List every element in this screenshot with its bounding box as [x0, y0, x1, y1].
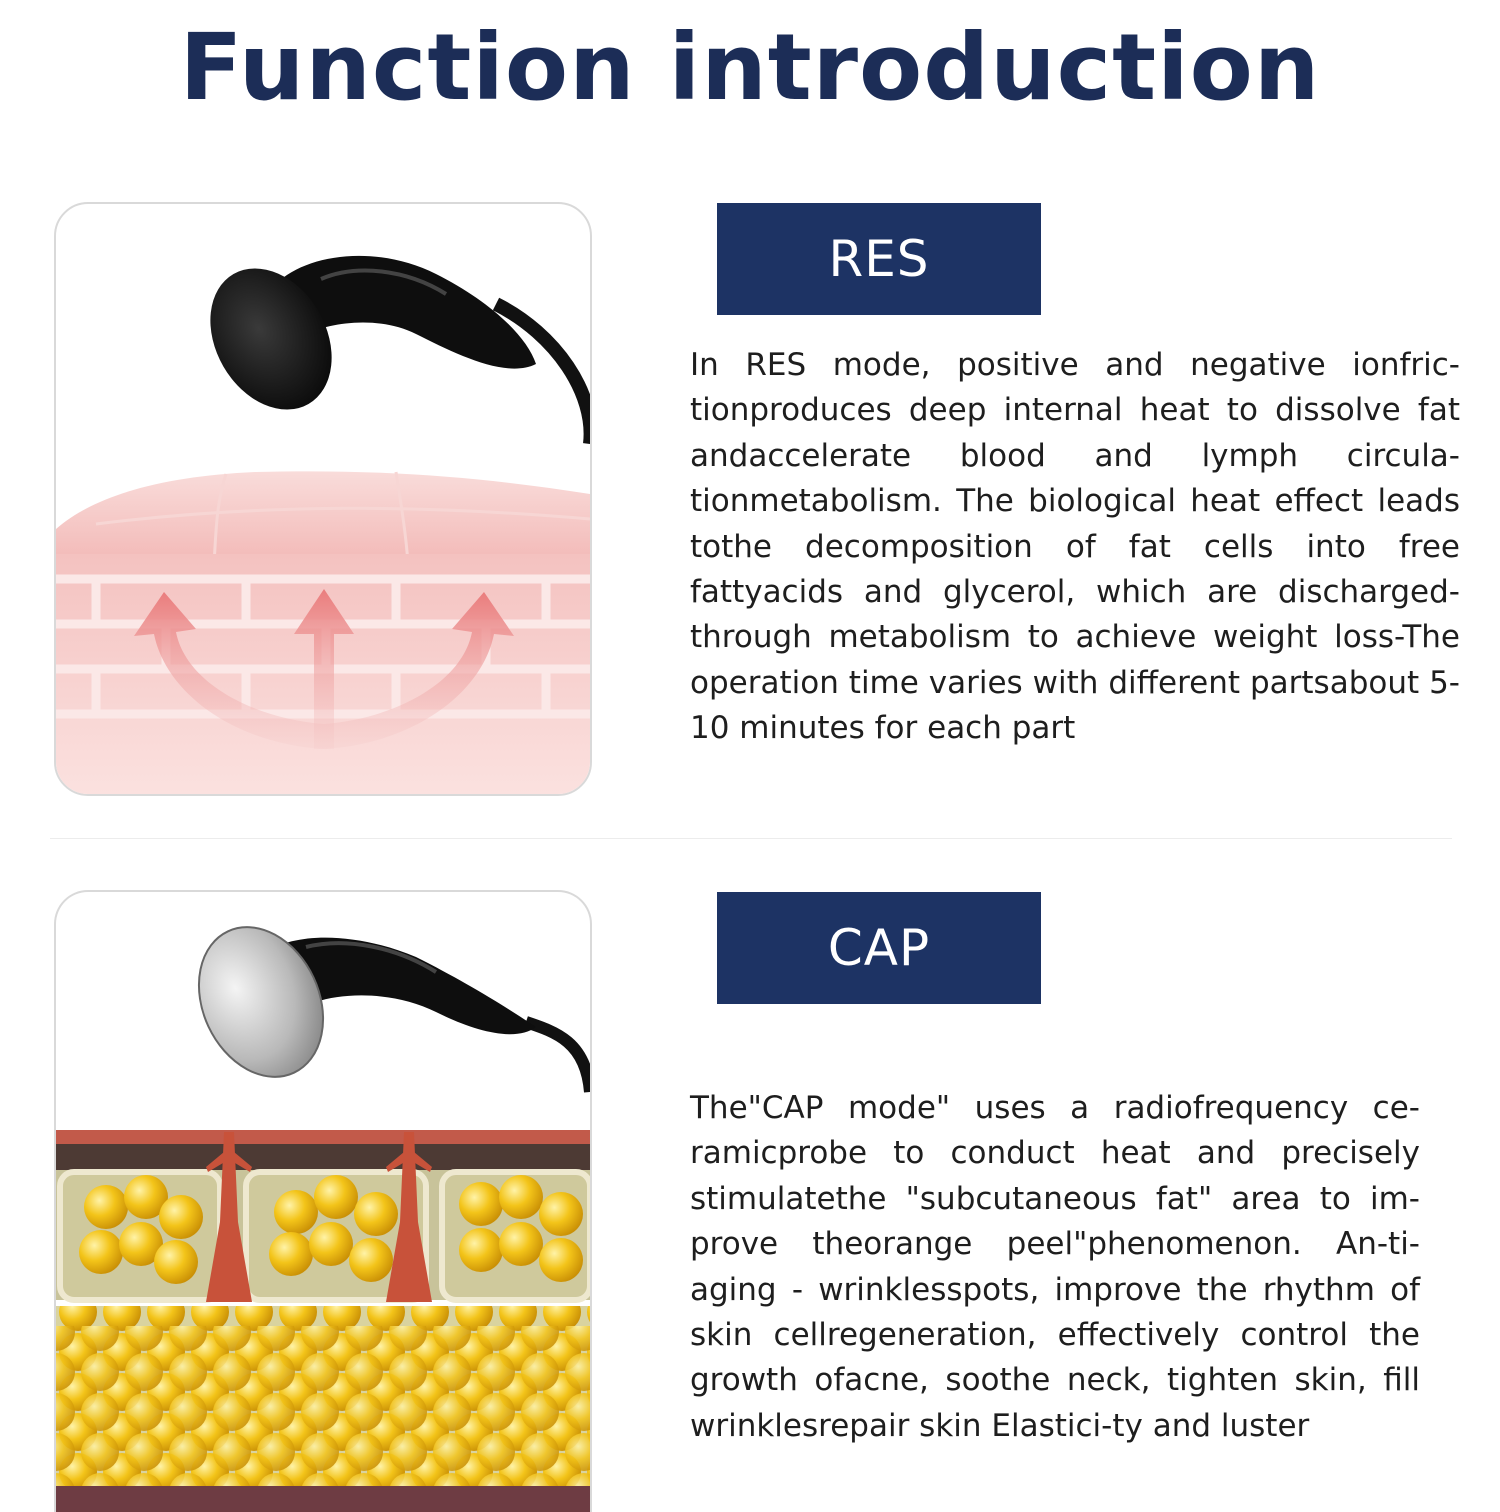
- cap-description: The"CAP mode" uses a radiofrequency ce-ramicprobe to conduct heat and precisely stimulatethe "subcutaneous fat" area to im-prove theorange peel"phenomenon. An-ti-aging - wrinklesspots, improve the rhythm of skin cellregeneration, effectively control the growth ofacne, soothe neck, tighten skin, fill wrinklesrepair skin Elastici-ty and luster: [690, 1090, 1420, 1444]
- res-description: In RES mode, positive and negative ionfric-tionproduces deep internal heat to dissolve fat andaccelerate blood and lymph circula-tionmetabolism. The biological heat effect leads tothe decomposition of fat cells into free fattyacids and glycerol, which are discharged-through metabolism to achieve weight loss-The operation time varies with different partsabout 5-10 minutes for each part: [690, 347, 1460, 747]
- page-title: Function introduction: [179, 14, 1321, 121]
- probe-cable: [496, 304, 590, 444]
- dermis-layer: [56, 1130, 590, 1144]
- cap-diagram: [56, 892, 590, 1512]
- res-diagram: [56, 204, 590, 794]
- muscle-layer: [56, 1486, 590, 1512]
- cap-mode-badge: CAP: [717, 892, 1041, 1004]
- res-mode-badge: RES: [717, 203, 1041, 315]
- probe-cable: [526, 1022, 590, 1092]
- section-divider: [50, 838, 1452, 839]
- cap-illustration: [54, 890, 592, 1512]
- silver-probe-head-icon: [175, 907, 346, 1097]
- res-illustration: [54, 202, 592, 796]
